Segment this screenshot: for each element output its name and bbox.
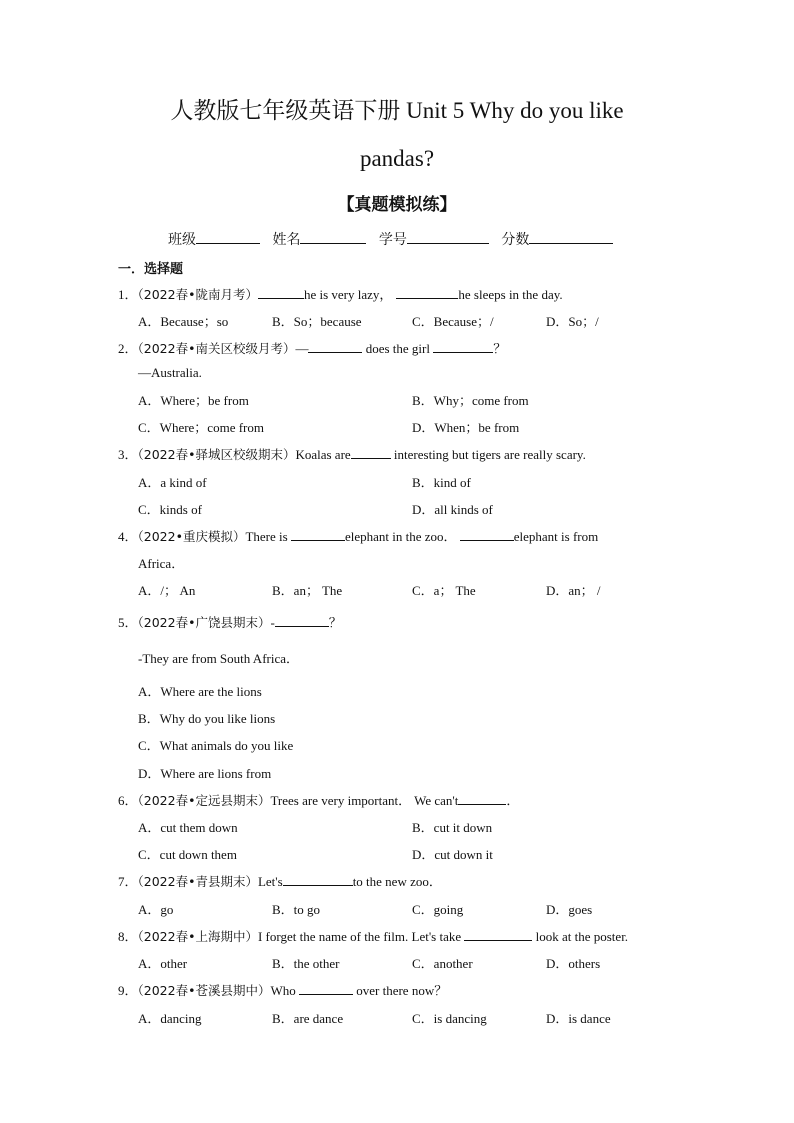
question-text: interesting but tigers are really scary. — [390, 447, 586, 462]
document-title-line2: pandas? — [359, 146, 435, 171]
option-a: A．/； An — [138, 583, 196, 598]
option-a: A．cut them down — [138, 820, 238, 835]
id-label: 学号 — [378, 232, 407, 248]
option-c: C．a； The — [412, 583, 476, 598]
question-source: （2022春•南关区校级月考） — [137, 341, 296, 356]
dialogue-answer: —Australia. — [138, 365, 202, 380]
question-9 — [118, 980, 447, 999]
question-number: 8． — [118, 929, 138, 944]
option-c: C．Because；/ — [412, 314, 494, 329]
question-continuation: Africa． — [138, 556, 185, 571]
option-d: D．Where are lions from — [138, 766, 272, 781]
dialogue-answer: -They are from South Africa． — [138, 651, 300, 666]
option-b: B．cut it down — [412, 820, 493, 835]
option-c: C．kinds of — [138, 502, 202, 517]
student-info-row — [168, 229, 621, 249]
question-number: 7． — [118, 874, 138, 889]
option-c: C．What animals do you like — [138, 738, 294, 753]
option-a: A．Where；be from — [138, 393, 249, 408]
question-text: — — [295, 341, 309, 356]
question-text: over there now？ — [352, 983, 448, 998]
answer-blank — [460, 528, 514, 541]
question-source: （2022春•广饶县期末） — [137, 615, 271, 630]
question-text: ． — [506, 793, 520, 808]
question-text: - — [270, 615, 275, 630]
option-d: D．others — [546, 956, 601, 971]
class-blank[interactable] — [196, 229, 260, 244]
question-number: 4． — [118, 529, 138, 544]
name-blank[interactable] — [300, 229, 366, 244]
question-number: 1． — [118, 287, 138, 302]
question-4 — [118, 526, 598, 545]
question-source: （2022春•上海期中） — [137, 929, 258, 944]
option-a: A．go — [138, 902, 174, 917]
option-c: C．going — [412, 902, 464, 917]
class-label: 班级 — [168, 232, 196, 248]
option-d: D．is dance — [546, 1011, 611, 1026]
id-blank[interactable] — [407, 229, 489, 244]
question-7 — [118, 871, 442, 890]
option-d: D．cut down it — [412, 847, 493, 862]
option-b: B．kind of — [412, 475, 471, 490]
answer-blank — [299, 982, 353, 995]
question-5 — [118, 612, 342, 631]
document-title-line1: 人教版七年级英语下册 Unit 5 Why do you like — [170, 98, 624, 123]
option-d: D．an； / — [546, 583, 601, 598]
option-b: B．So；because — [272, 314, 362, 329]
option-a: A．Because；so — [138, 314, 229, 329]
question-2 — [118, 338, 506, 357]
answer-blank — [283, 873, 353, 886]
option-d: D．goes — [546, 902, 593, 917]
question-3 — [118, 444, 586, 463]
answer-blank — [433, 340, 493, 353]
question-number: 9． — [118, 983, 138, 998]
answer-blank — [258, 286, 304, 299]
question-number: 5． — [118, 615, 138, 630]
name-label: 姓名 — [272, 232, 301, 248]
document-subtitle: 【真题模拟练】 — [337, 195, 457, 215]
question-source: （2022•重庆模拟） — [137, 529, 246, 544]
question-text: ？ — [328, 615, 342, 630]
question-text: he sleeps in the day. — [458, 287, 563, 302]
question-text: does the girl — [362, 341, 434, 356]
option-b: B．Why do you like lions — [138, 711, 276, 726]
question-source: （2022春•驿城区校级期末） — [137, 447, 296, 462]
option-c: C．is dancing — [412, 1011, 487, 1026]
option-b: B．to go — [272, 902, 321, 917]
answer-blank — [275, 614, 329, 627]
question-source: （2022春•定远县期末） — [137, 793, 271, 808]
question-text: he is very lazy， — [303, 287, 393, 302]
option-d: D．all kinds of — [412, 502, 493, 517]
question-source: （2022春•青县期末） — [137, 874, 258, 889]
option-b: B．are dance — [272, 1011, 344, 1026]
question-text: ？ — [493, 341, 507, 356]
question-6 — [118, 790, 519, 809]
question-text: Koalas are — [295, 447, 351, 462]
option-a: A．dancing — [138, 1011, 202, 1026]
option-c: C．Where；come from — [138, 420, 264, 435]
score-blank[interactable] — [529, 229, 613, 244]
question-number: 6． — [118, 793, 138, 808]
question-text: look at the poster. — [532, 929, 629, 944]
answer-blank — [458, 792, 506, 805]
option-b: B．the other — [272, 956, 340, 971]
answer-blank — [464, 928, 532, 941]
score-label: 分数 — [501, 232, 530, 248]
option-b: B．an； The — [272, 583, 343, 598]
question-text: elephant is from — [513, 529, 599, 544]
question-8 — [118, 926, 628, 945]
question-text: Who — [270, 983, 299, 998]
question-text: Let's — [257, 874, 283, 889]
question-text: I forget the name of the film. Let's take — [257, 929, 465, 944]
answer-blank — [291, 528, 345, 541]
question-number: 2． — [118, 341, 138, 356]
answer-blank — [308, 340, 362, 353]
question-text: to the new zoo． — [352, 874, 442, 889]
question-1 — [118, 284, 563, 303]
option-a: A．a kind of — [138, 475, 207, 490]
section-heading: 一．选择题 — [118, 262, 184, 277]
option-c: C．another — [412, 956, 473, 971]
option-c: C．cut down them — [138, 847, 237, 862]
question-source: （2022春•苍溪县期中） — [137, 983, 271, 998]
answer-blank — [396, 286, 458, 299]
option-a: A．other — [138, 956, 188, 971]
question-text: There is — [245, 529, 291, 544]
question-text: elephant in the zoo． — [344, 529, 460, 544]
option-b: B．Why；come from — [412, 393, 529, 408]
question-text: Trees are very important． We can't — [270, 793, 459, 808]
option-a: A．Where are the lions — [138, 684, 262, 699]
option-d: D．So；/ — [546, 314, 599, 329]
answer-blank — [351, 446, 391, 459]
question-source: （2022春•陇南月考） — [137, 287, 258, 302]
question-number: 3． — [118, 447, 138, 462]
option-d: D．When；be from — [412, 420, 520, 435]
